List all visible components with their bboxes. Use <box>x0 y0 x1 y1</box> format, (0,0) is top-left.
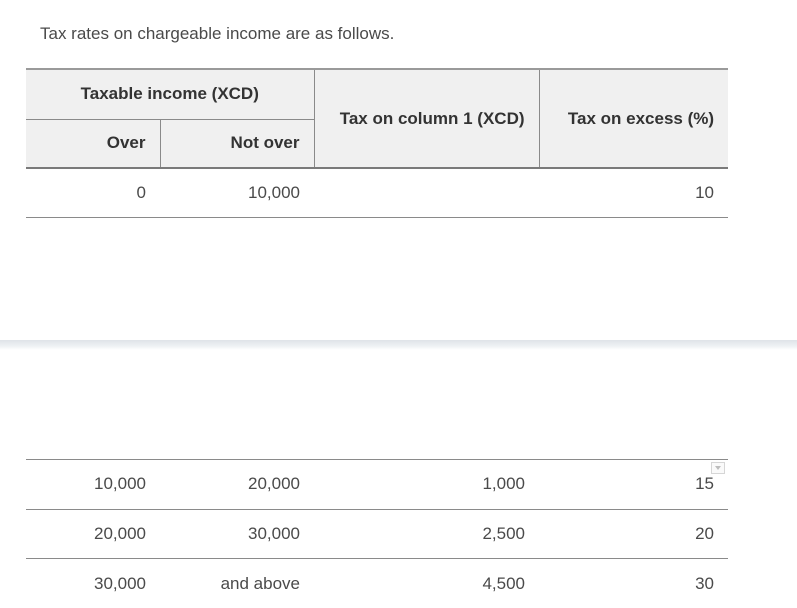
cell-tax-col1: 4,500 <box>314 559 539 608</box>
page-break-divider <box>0 340 797 350</box>
cell-over: 0 <box>26 168 160 218</box>
cell-not-over: and above <box>160 559 314 608</box>
table-row <box>26 509 728 559</box>
header-not-over: Not over <box>160 119 314 168</box>
cell-excess: 20 <box>539 509 728 559</box>
table-header <box>26 69 728 168</box>
table-row <box>26 460 728 510</box>
table-row <box>26 559 728 608</box>
header-over: Over <box>26 119 160 168</box>
header-tax-on-excess: Tax on excess (%) <box>539 69 728 168</box>
tax-rates-table-continued <box>26 459 728 608</box>
cell-excess: 15 <box>539 460 728 510</box>
cell-not-over: 30,000 <box>160 509 314 559</box>
header-tax-on-column-1: Tax on column 1 (XCD) <box>314 69 539 168</box>
cell-excess: 30 <box>539 559 728 608</box>
intro-text: Tax rates on chargeable income are as follows. <box>40 24 394 44</box>
tax-rates-table <box>26 68 728 218</box>
cell-excess: 10 <box>539 168 728 218</box>
cell-over: 20,000 <box>26 509 160 559</box>
cell-tax-col1: 1,000 <box>314 460 539 510</box>
cell-not-over: 20,000 <box>160 460 314 510</box>
cell-not-over: 10,000 <box>160 168 314 218</box>
cell-over: 10,000 <box>26 460 160 510</box>
table-row <box>26 168 728 218</box>
cell-over: 30,000 <box>26 559 160 608</box>
cell-tax-col1 <box>314 168 539 218</box>
cell-tax-col1: 2,500 <box>314 509 539 559</box>
chevron-down-icon[interactable] <box>711 462 725 474</box>
header-taxable-income: Taxable income (XCD) <box>26 69 314 119</box>
